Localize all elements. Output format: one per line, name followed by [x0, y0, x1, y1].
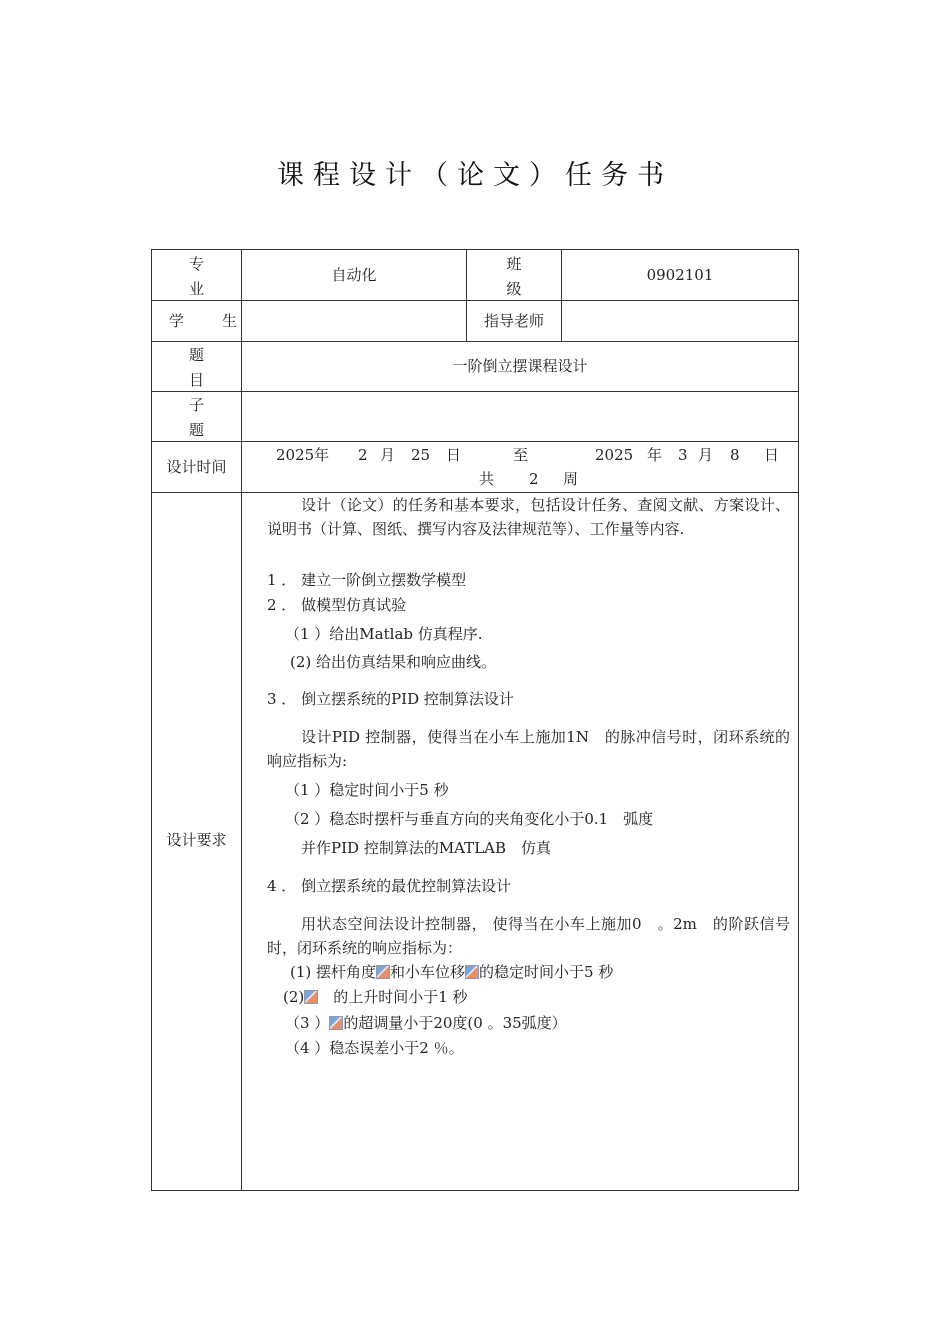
weeks-count: 2 [529, 470, 539, 488]
task-form-table [151, 249, 799, 1191]
day-char: 日 [446, 446, 462, 464]
row-divider [152, 341, 798, 342]
list-item: （3 ） 的超调量小于20度(0 。35弧度） [285, 1014, 567, 1032]
equation-image-icon [376, 965, 390, 979]
topic-value: 一阶倒立摆课程设计 [452, 357, 588, 375]
class-label: 班 级 [506, 255, 522, 298]
list-item: (2) 给出仿真结果和响应曲线。 [290, 653, 497, 671]
end-month: 3 [678, 446, 688, 464]
student-label: 学 生 [169, 312, 238, 330]
row-divider [152, 391, 798, 392]
list-item: 4 ． 倒立摆系统的最优控制算法设计 [267, 877, 512, 895]
major-value: 自动化 [331, 266, 377, 284]
year-char: 年 [647, 446, 663, 464]
equation-image-icon [465, 965, 479, 979]
start-day: 25 [411, 446, 431, 464]
end-day: 8 [730, 446, 740, 464]
list-item: 2 ． 做模型仿真试验 [267, 596, 407, 614]
equation-image-icon [304, 990, 318, 1004]
page-title: 课程设计（论文）任务书 [277, 160, 673, 191]
advisor-label: 指导老师 [483, 312, 544, 330]
end-year: 2025 [595, 446, 634, 464]
class-value: 0902101 [646, 266, 714, 284]
requirements-label: 设计要求 [166, 831, 227, 849]
list-item: (2) 的上升时间小于1 秒 [283, 988, 468, 1006]
time-label: 设计时间 [166, 458, 227, 476]
list-item: 3 ． 倒立摆系统的PID 控制算法设计 [267, 690, 514, 708]
to-char: 至 [513, 446, 529, 464]
total-char: 共 [479, 470, 495, 488]
month-char: 月 [380, 446, 396, 464]
list-item: 设计PID 控制器，使得当在小车上施加1N 的脉冲信号时，闭环系统的响应指标为: [267, 728, 790, 770]
row-divider [152, 441, 798, 442]
row-divider [152, 300, 798, 301]
list-item: 用状态空间法设计控制器， 使得当在小车上施加0 。2m 的阶跃信号时，闭环系统的响应指标为： [267, 915, 790, 957]
list-item: 并作PID 控制算法的MATLAB 仿真 [301, 839, 552, 857]
start-year: 2025年 [276, 446, 330, 464]
day-char: 日 [764, 446, 780, 464]
requirements-intro: 设计（论文）的任务和基本要求，包括设计任务、查阅文献、方案设计、说明书（计算、图纸、撰写内容及法律规范等）、工作量等内容. [267, 496, 790, 538]
month-char: 月 [698, 446, 714, 464]
list-item: （2 ）稳态时摆杆与垂直方向的夹角变化小于0.1 弧度 [285, 810, 654, 828]
list-item: （4 ）稳态误差小于2 ％。 [285, 1039, 464, 1057]
start-month: 2 [358, 446, 368, 464]
column-divider [561, 250, 562, 341]
list-item: （1 ）给出Matlab 仿真程序. [285, 625, 483, 643]
week-char: 周 [563, 470, 579, 488]
list-item: 1 ． 建立一阶倒立摆数学模型 [267, 571, 467, 589]
equation-image-icon [329, 1016, 343, 1030]
subtopic-label: 子 题 [188, 396, 204, 439]
list-item: (1) 摆杆角度 和小车位移 的稳定时间小于5 秒 [290, 963, 614, 981]
major-label: 专 业 [188, 255, 204, 298]
topic-label: 题 目 [188, 346, 204, 389]
list-item: （1 ）稳定时间小于5 秒 [285, 781, 449, 799]
column-divider [241, 250, 242, 1190]
